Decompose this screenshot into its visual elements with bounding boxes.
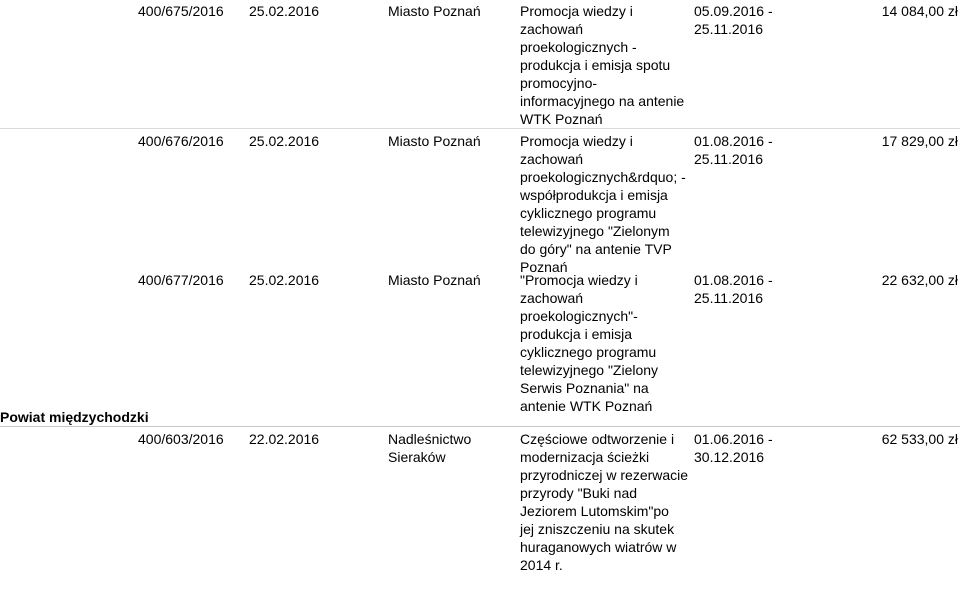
project-period: 01.08.2016 - 25.11.2016 <box>694 272 773 306</box>
project-period: 05.09.2016 - 25.11.2016 <box>694 3 773 37</box>
agreement-number: 400/675/2016 <box>138 3 224 19</box>
grant-amount: 14 084,00 zł <box>881 3 958 19</box>
project-title: "Promocja wiedzy i zachowań proekologicznych"- produkcja i emisja cyklicznego programu telewizyjnego "Zielony Serwis Poznania" na antenie WTK Poznań <box>520 272 659 414</box>
project-title: Promocja wiedzy i zachowań proekologicznych - produkcja i emisja spotu promocyjno- informacyjnego na antenie WTK Poznań <box>520 3 685 127</box>
project-period: 01.06.2016 - 30.12.2016 <box>694 431 773 465</box>
grant-amount: 22 632,00 zł <box>881 272 958 288</box>
project-title: Częściowe odtworzenie i modernizacja ścieżki przyrodniczej w rezerwacie przyrody "Buki nad Jeziorem Lutomskim"po jej zniszczeniu na skutek huraganowych wiatrów w 2014 r. <box>520 431 689 573</box>
agreement-number: 400/676/2016 <box>138 133 224 149</box>
row-divider <box>0 128 960 129</box>
beneficiary: Miasto Poznań <box>388 272 481 288</box>
grant-amount: 62 533,00 zł <box>881 431 958 447</box>
project-title: Promocja wiedzy i zachowań proekologicznych&rdquo; - współprodukcja i emisja cyklicznego programu telewizyjnego "Zielonym do góry" na antenie TVP Poznań <box>520 133 686 275</box>
beneficiary: Miasto Poznań <box>388 133 481 149</box>
agreement-date: 25.02.2016 <box>249 272 320 288</box>
grant-amount: 17 829,00 zł <box>881 133 958 149</box>
beneficiary: Miasto Poznań <box>388 3 481 19</box>
project-period: 01.08.2016 - 25.11.2016 <box>694 133 773 167</box>
agreement-date: 25.02.2016 <box>249 3 320 19</box>
agreement-date: 22.02.2016 <box>249 431 320 447</box>
section-header: Powiat międzychodzki <box>0 408 960 427</box>
agreement-number: 400/603/2016 <box>138 431 224 447</box>
agreement-date: 25.02.2016 <box>249 133 320 149</box>
agreement-number: 400/677/2016 <box>138 272 224 288</box>
beneficiary: Nadleśnictwo Sieraków <box>388 431 472 465</box>
